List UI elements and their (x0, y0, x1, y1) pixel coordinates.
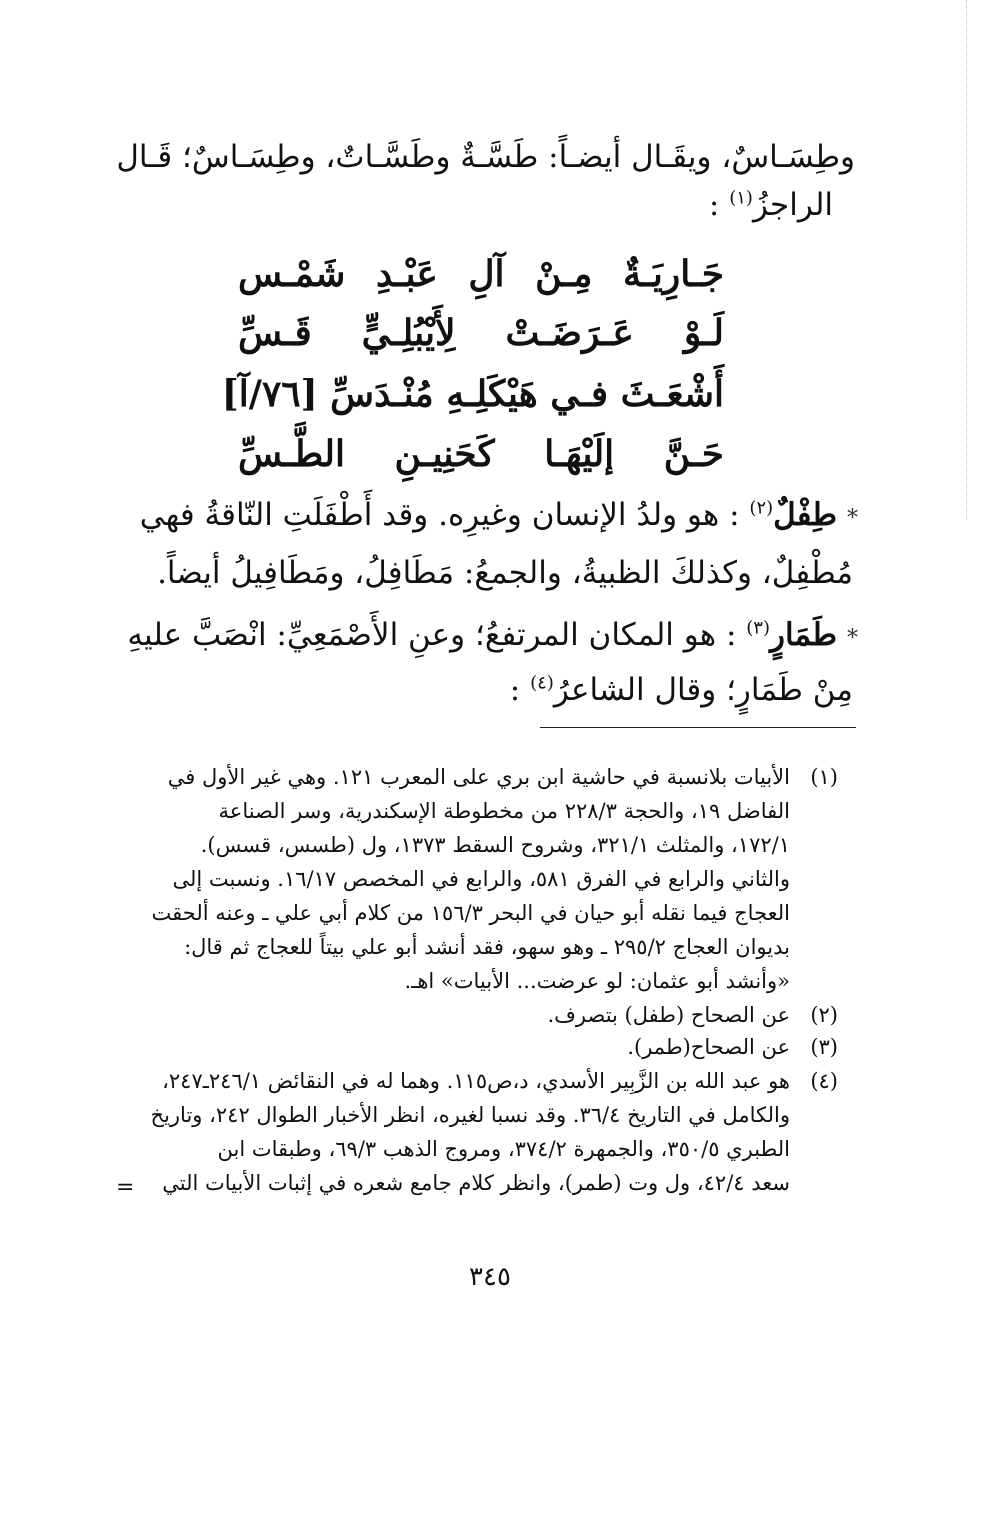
verse-line-2: لَـوْ عَـرَضَـتْ لِأَيْبُلِـيٍّ قَـسِّ (238, 312, 724, 354)
footnote-3 (140, 1030, 838, 1064)
footnote-number: (٢) (810, 1003, 838, 1027)
footnote-divider (540, 727, 856, 728)
footnote-ref-1: (١) (729, 187, 753, 209)
footnote-line: «وأنشد أبو عثمان: لو عرضت... الأبيات» اهـ. (404, 969, 790, 993)
margin-dotted-line (966, 0, 967, 520)
intro-colon: : (708, 187, 730, 223)
entry-tifl-line-1 (138, 490, 858, 544)
footnote-4 (140, 1064, 838, 1200)
intro-line-2 (533, 180, 833, 230)
footnote-ref-2: (٢) (749, 497, 774, 519)
footnote-line: سعد ٤٢/٤، ول وت (طمر)، وانظر كلام جامع شعره في إثبات الأبيات التي (162, 1171, 790, 1195)
continuation-mark: = (116, 1175, 135, 1200)
footnote-line: العجاج فيما نقله أبو حيان في البحر ١٥٦/٣ من كلام أبي علي ـ وعنه ألحقت (151, 901, 790, 925)
footnote-number: (٤) (810, 1069, 838, 1093)
footnote-line: ١٧٢/١، والمثلث ٣٢١/١، وشروح السقط ١٣٧٣، ول (طسس، قسس). (200, 833, 790, 857)
entry-headword: طِفْلٌ (773, 497, 837, 533)
page-number: ٣٤٥ (469, 1262, 511, 1292)
intro-text-2: الراجزُ (752, 187, 833, 223)
footnote-2 (140, 998, 838, 1032)
footnote-1 (140, 760, 838, 998)
footnote-text: عن الصحاح (طفل) بتصرف. (547, 1003, 790, 1027)
footnote-number: (١) (810, 765, 838, 789)
intro-text-1: وطِسَـاسٌ، ويقَـال أيضـاً: طَسَّـةٌ وطَسَّـاتٌ، وطِسَـاسٌ؛ قَـال (116, 139, 855, 175)
entry-colon: : (509, 672, 531, 708)
footnote-line: بديوان العجاج ٢٩٥/٢ ـ وهو سهو، فقد أنشد أبو علي بيتاً للعجاج ثم قال: (184, 935, 790, 959)
footnote-line: والثاني والرابع في الفرق ٥٨١، والرابع في المخصص ١٦/١٧. ونسبت إلى (172, 867, 790, 891)
entry-text: مِنْ طَمَارٍ؛ وقال الشاعرُ (553, 672, 853, 708)
entry-tamar-line-2 (133, 665, 853, 715)
footnote-line: الفاضل ١٩، والحجة ٢٢٨/٣ من مخطوطة الإسكندرية، وسر الصناعة (218, 799, 790, 823)
entry-tifl-line-2 (133, 548, 853, 598)
footnote-text: عن الصحاح(طمر). (627, 1035, 790, 1059)
entry-tamar-line-1 (127, 610, 858, 664)
footnote-text (140, 1064, 790, 1200)
entry-star: * (847, 506, 858, 531)
entry-star: * (847, 626, 858, 651)
intro-line-1 (116, 132, 855, 182)
footnote-line: هو عبد الله بن الزَّبِير الأسدي، د،ص١١٥. وهما له في النقائض ٢٤٦/١ـ٢٤٧، (162, 1069, 790, 1093)
footnote-line: الأبيات بلانسبة في حاشية ابن بري على المعرب ١٢١. وهي غير الأول في (167, 765, 790, 789)
entry-headword: طَمَارٍ (769, 617, 837, 653)
verse-line-4: حَـنَّ إلَيْهَـا كَحَنِيـنِ الطَّـسِّ (238, 433, 724, 475)
entry-text: : هو ولدُ الإنسان وغيرِه. وقد أَطْفَلَتِ النّاقةُ فهي (139, 497, 750, 533)
footnote-ref-4: (٤) (530, 672, 554, 694)
verse-line-3: أَشْعَـثَ فـي هَيْكَلِـهِ مُنْـدَسِّ [٧٦/آ] (221, 373, 724, 415)
footnote-number: (٣) (810, 1035, 838, 1059)
footnote-text (140, 760, 790, 998)
footnote-line: والكامل في التاريخ ٣٦/٤. وقد نسبا لغيره، انظر الأخبار الطوال ٢٤٢، وتاريخ (150, 1103, 790, 1127)
footnote-line: الطبري ٣٥٠/٥، والجمهرة ٣٧٤/٢، ومروج الذهب ٦٩/٣، وطبقات ابن (217, 1137, 790, 1161)
verse-line-1: جَـارِيَـةٌ مِـنْ آلِ عَبْـدِ شَمْـس (238, 253, 724, 295)
entry-text: مُطْفِلٌ، وكذلكَ الظبيةُ، والجمعُ: مَطَافِلُ، ومَطَافِيلُ أيضاً. (157, 555, 853, 591)
footnote-ref-3: (٣) (746, 617, 770, 639)
entry-text: : هو المكان المرتفعُ؛ وعنِ الأَصْمَعِيِّ: انْصَبَّ عليهِ (127, 617, 747, 653)
